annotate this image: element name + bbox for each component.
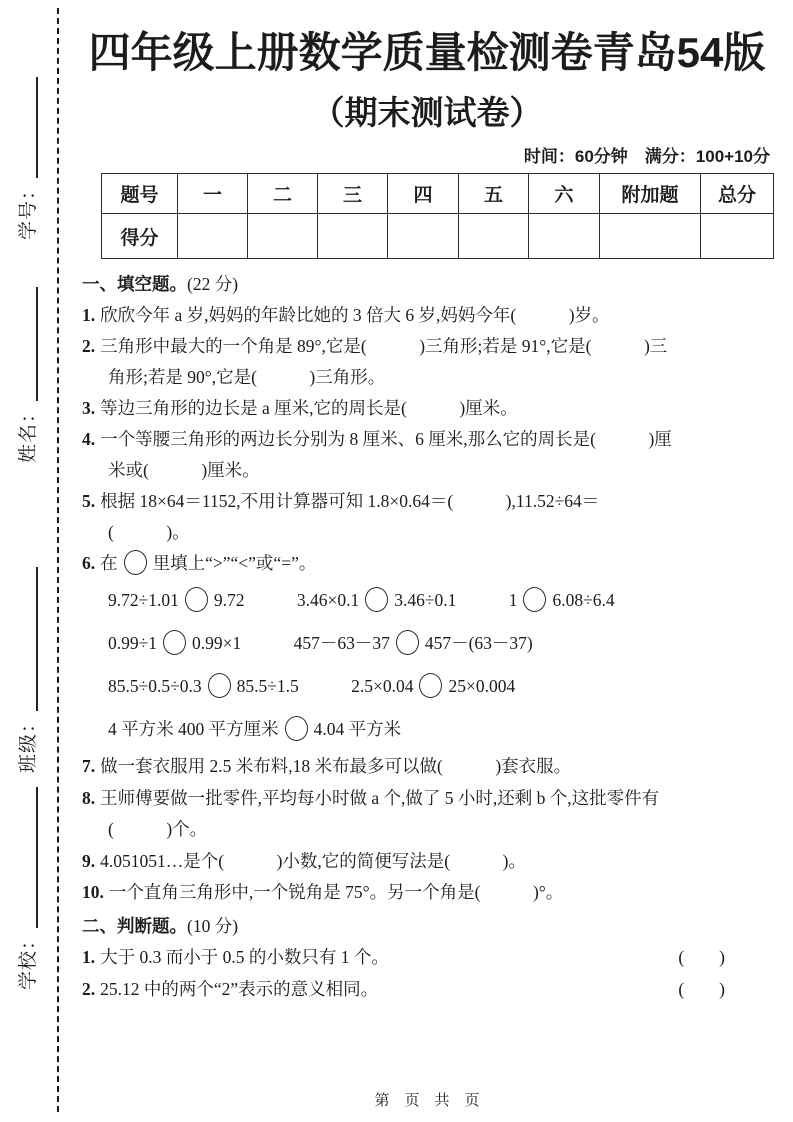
name-field bbox=[4, 287, 48, 463]
name-label: 姓名： bbox=[17, 402, 39, 463]
score-cell bbox=[318, 214, 388, 259]
compare-row-4 bbox=[82, 708, 772, 751]
question-text: 4.051051…是个( )小数,它的简便写法是( )。 bbox=[100, 850, 526, 871]
page-footer: 第 页 共 页 bbox=[374, 1092, 480, 1109]
compare-circle-icon bbox=[285, 716, 308, 741]
school-blank-line bbox=[36, 787, 38, 928]
question-number: 8. bbox=[82, 787, 96, 808]
name-blank-line bbox=[36, 287, 38, 401]
score-table-header: 五 bbox=[459, 174, 529, 214]
compare-circle-icon bbox=[365, 587, 388, 612]
compare-left: 1 bbox=[508, 590, 518, 610]
student-id-blank-line bbox=[36, 77, 38, 178]
question-text: ( )个。 bbox=[108, 819, 208, 839]
question-text: 在 bbox=[100, 553, 118, 573]
fill-question-6 bbox=[82, 548, 772, 579]
compare-left: 3.46×0.1 bbox=[296, 590, 360, 610]
compare-item bbox=[108, 579, 244, 622]
compare-item bbox=[509, 579, 615, 622]
fill-question-1 bbox=[82, 300, 772, 331]
compare-circle-icon bbox=[185, 587, 208, 612]
compare-right: 85.5÷1.5 bbox=[236, 676, 299, 696]
compare-item bbox=[297, 579, 456, 622]
question-text: 里填上“>”“<”或“=”。 bbox=[152, 553, 317, 573]
question-number: 7. bbox=[82, 756, 96, 776]
fill-section bbox=[82, 269, 772, 909]
student-id-label: 学号： bbox=[17, 179, 39, 240]
dashed-cut-line bbox=[57, 8, 59, 1112]
question-number: 6. bbox=[82, 553, 96, 573]
compare-right: 25×0.004 bbox=[448, 676, 516, 696]
score-table-header: 附加题 bbox=[600, 174, 701, 214]
main-content bbox=[82, 0, 772, 1005]
school-label: 学校： bbox=[17, 929, 39, 990]
fill-question-2-cont bbox=[82, 362, 772, 393]
fill-question-3 bbox=[82, 393, 772, 424]
fill-question-4 bbox=[82, 424, 772, 455]
compare-item bbox=[108, 622, 241, 665]
compare-circle-icon bbox=[523, 587, 546, 612]
compare-left: 457－63－37 bbox=[293, 633, 390, 653]
compare-item bbox=[108, 665, 299, 708]
fill-question-5 bbox=[82, 486, 772, 517]
score-table-score-row bbox=[102, 214, 774, 259]
judge-question-1 bbox=[82, 942, 772, 974]
judge-section bbox=[82, 911, 772, 1006]
score-table bbox=[101, 173, 774, 259]
compare-item bbox=[351, 665, 515, 708]
judge-question-body bbox=[82, 974, 378, 1006]
question-text: 一个等腰三角形的两边长分别为 8 厘米、6 厘米,那么它的周长是( )厘 bbox=[100, 429, 672, 449]
score-table-header: 一 bbox=[178, 174, 248, 214]
compare-circle-icon bbox=[396, 630, 419, 655]
question-text: 一个直角三角形中,一个锐角是 75°。另一个角是( )°。 bbox=[108, 882, 564, 902]
compare-left: 0.99÷1 bbox=[108, 633, 157, 653]
answer-blank: ( ) bbox=[678, 947, 725, 967]
question-text: 大于 0.3 而小于 0.5 的小数只有 1 个。 bbox=[100, 947, 389, 967]
score-cell bbox=[248, 214, 318, 259]
question-text: ( )。 bbox=[108, 522, 190, 542]
compare-right: 6.08÷6.4 bbox=[552, 590, 615, 610]
score-table-header: 三 bbox=[318, 174, 388, 214]
fill-question-8-cont bbox=[82, 814, 772, 846]
compare-circle-icon bbox=[163, 630, 186, 655]
compare-circle-icon bbox=[124, 550, 147, 575]
question-text: 王师傅要做一批零件,平均每小时做 a 个,做了 5 小时,还剩 b 个,这批零件有 bbox=[100, 787, 660, 808]
fill-question-7 bbox=[82, 751, 772, 783]
score-cell bbox=[388, 214, 459, 259]
question-number: 3. bbox=[82, 398, 96, 418]
question-text: 做一套衣服用 2.5 米布料,18 米布最多可以做( )套衣服。 bbox=[100, 756, 572, 776]
question-text: 等边三角形的边长是 a 厘米,它的周长是( )厘米。 bbox=[100, 398, 518, 418]
compare-right: 457－(63－37) bbox=[424, 633, 533, 653]
score-table-header-row bbox=[102, 174, 774, 214]
score-cell bbox=[459, 214, 529, 259]
compare-row-3 bbox=[82, 665, 772, 708]
fill-section-heading bbox=[82, 269, 772, 300]
score-table-header: 总分 bbox=[701, 174, 774, 214]
question-text: 三角形中最大的一个角是 89°,它是( )三角形;若是 91°,它是( )三 bbox=[100, 336, 668, 356]
compare-left: 4 平方米 400 平方厘米 bbox=[108, 719, 279, 739]
compare-left: 2.5×0.04 bbox=[351, 676, 414, 696]
page-subtitle: （期末测试卷） bbox=[311, 94, 543, 131]
fill-question-2 bbox=[82, 331, 772, 362]
question-number: 1. bbox=[82, 947, 96, 967]
score-cell bbox=[178, 214, 248, 259]
answer-blank: ( ) bbox=[678, 978, 725, 999]
fill-question-10 bbox=[82, 877, 772, 909]
compare-item bbox=[108, 708, 401, 751]
score-table-header: 六 bbox=[529, 174, 600, 214]
school-field bbox=[4, 787, 48, 990]
score-row-label: 得分 bbox=[102, 214, 178, 259]
fill-question-9 bbox=[82, 846, 772, 878]
fill-heading-text: 一、填空题。 bbox=[82, 274, 187, 294]
compare-row-1 bbox=[82, 579, 772, 622]
score-cell bbox=[701, 214, 774, 259]
question-number: 9. bbox=[82, 850, 96, 871]
question-text: 根据 18×64＝1152,不用计算器可知 1.8×0.64＝( ),11.52÷64＝ bbox=[100, 491, 600, 511]
class-label: 班级： bbox=[17, 712, 39, 773]
judge-section-heading bbox=[82, 911, 772, 943]
compare-row-2 bbox=[82, 622, 772, 665]
fill-question-5-cont bbox=[82, 517, 772, 548]
compare-right: 9.72 bbox=[213, 590, 245, 610]
question-number: 5. bbox=[82, 491, 96, 511]
compare-left: 9.72÷1.01 bbox=[108, 590, 179, 610]
score-cell bbox=[529, 214, 600, 259]
score-table-header: 题号 bbox=[102, 174, 178, 214]
time-score-info: 时间：60分钟 满分：100+10分 bbox=[523, 147, 770, 166]
question-text: 角形;若是 90°,它是( )三角形。 bbox=[108, 367, 386, 387]
judge-heading-text: 二、判断题。 bbox=[82, 915, 187, 936]
question-text: 25.12 中的两个“2”表示的意义相同。 bbox=[100, 978, 379, 999]
fill-heading-points: (22 分) bbox=[187, 274, 239, 294]
judge-question-2 bbox=[82, 974, 772, 1006]
question-text: 欣欣今年 a 岁,妈妈的年龄比她的 3 倍大 6 岁,妈妈今年( )岁。 bbox=[100, 305, 610, 325]
question-number: 10. bbox=[82, 882, 104, 902]
page-title: 四年级上册数学质量检测卷青岛54版 bbox=[88, 29, 766, 76]
class-field bbox=[4, 567, 48, 773]
judge-question-body bbox=[82, 942, 389, 974]
judge-heading-points: (10 分) bbox=[187, 915, 239, 936]
question-number: 2. bbox=[82, 336, 96, 356]
score-table-header: 二 bbox=[248, 174, 318, 214]
question-number: 4. bbox=[82, 429, 96, 449]
compare-right: 3.46÷0.1 bbox=[394, 590, 457, 610]
question-text: 米或( )厘米。 bbox=[108, 460, 260, 480]
compare-circle-icon bbox=[208, 673, 231, 698]
compare-item bbox=[294, 622, 533, 665]
fill-question-8 bbox=[82, 783, 772, 815]
compare-left: 85.5÷0.5÷0.3 bbox=[108, 676, 202, 696]
score-table-header: 四 bbox=[388, 174, 459, 214]
score-cell bbox=[600, 214, 701, 259]
fill-question-4-cont bbox=[82, 455, 772, 486]
student-id-field bbox=[4, 77, 48, 240]
compare-right: 0.99×1 bbox=[191, 633, 242, 653]
class-blank-line bbox=[36, 567, 38, 711]
compare-circle-icon bbox=[419, 673, 442, 698]
question-number: 2. bbox=[82, 978, 96, 999]
question-number: 1. bbox=[82, 305, 96, 325]
compare-right: 4.04 平方米 bbox=[313, 719, 402, 739]
